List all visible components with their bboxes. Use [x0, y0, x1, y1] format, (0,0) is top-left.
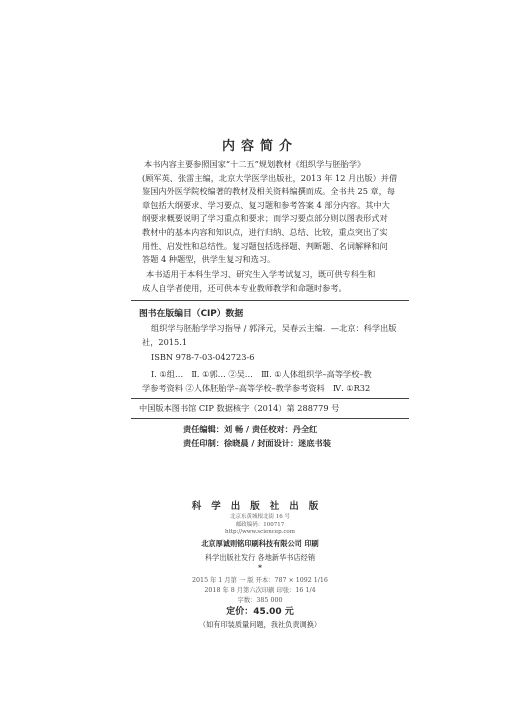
distribution-line: 科学出版社发行 各地新华书店经销 [204, 553, 316, 562]
summary-line: 教材中的基本内容和知识点，进行归纳、总结、比较，重点突出了实 [142, 226, 388, 237]
price: 定价：45.00 元 [226, 607, 294, 617]
publisher-address: 北京东黄城根北街 16 号 [230, 514, 290, 520]
summary-line: 鉴国内外医学院校编著的教材及相关资料编撰而成。全书共 25 章，每 [142, 186, 396, 197]
cip-line: 学参考资料 ②人体胚胎学–高等学校–教学参考资料 Ⅳ. ①R32 [142, 383, 371, 393]
separator-star: * [258, 563, 262, 572]
cip-catalog-number: 中国版本图书馆 CIP 数据核字（2014）第 288779 号 [139, 403, 340, 413]
edition-line: 2015 年 1 月第 一 版 开本：787 × 1092 1/16 [192, 577, 328, 584]
summary-line: (顾军英、张雷主编，北京大学医学出版社，2013 年 12 月出版）并借 [142, 172, 398, 183]
summary-paragraph-1 [142, 158, 412, 267]
content-summary-title: 内容简介 [221, 139, 298, 154]
cip-line: Ⅰ. ①组… Ⅱ. ①郭… ②吴… Ⅲ. ①人体组织学–高等学校–教 [151, 369, 372, 379]
cip-line: 社，2015.1 [142, 337, 188, 347]
printer-line: 北京厚诚则铭印刷科技有限公司 印刷 [201, 539, 319, 548]
print-credits: 责任印制：徐晓晨 / 封面设计：迷底书装 [183, 438, 331, 448]
cip-heading: 图书在版编目（CIP）数据 [139, 309, 244, 319]
cip-mid-rule [131, 398, 409, 399]
summary-line: 纲要求概要说明了学习重点和要求；而学习要点部分则以图表形式对 [142, 213, 388, 224]
edition-line: 字数：385 000 [237, 597, 283, 604]
summary-line: 本书适用于本科生学习、研究生入学考试复习，既可供专科生和 [146, 269, 376, 279]
edition-line: 2018 年 8 月第六次印刷 印张：16 1/4 [204, 587, 316, 594]
summary-line: 成人自学者使用，还可供本专业教师教学和命题时参考。 [142, 282, 347, 293]
cip-isbn: ISBN 978-7-03-042723-6 [151, 352, 255, 362]
summary-line: 章包括大纲要求、学习要点、复习题和参考答案 4 部分内容。其中大 [142, 199, 390, 210]
publisher-website: http://www.sciencep.com [225, 529, 295, 535]
cip-bottom-rule [131, 418, 409, 419]
editor-credits: 责任编辑：刘 畅 / 责任校对：丹全红 [183, 424, 318, 434]
publisher-postcode: 邮政编码：100717 [235, 522, 285, 528]
summary-line: 用性、启发性和总结性。复习题包括选择题、判断题、名词解释和问 [142, 240, 388, 251]
summary-line: 答题 4 种题型，供学生复习和选习。 [142, 254, 276, 265]
publisher-name: 科学出版社出版 [191, 501, 329, 512]
summary-paragraph-2 [142, 268, 412, 295]
cip-line: 组织学与胚胎学学习指导 / 郭泽元，吴春云主编．—北京：科学出版 [151, 323, 397, 333]
quality-notice: （如有印装质量问题，我社负责调换） [198, 620, 322, 629]
cip-top-rule [131, 300, 409, 301]
summary-line: 本书内容主要参照国家“十二五”规划教材《组织学与胚胎学》 [144, 159, 366, 169]
